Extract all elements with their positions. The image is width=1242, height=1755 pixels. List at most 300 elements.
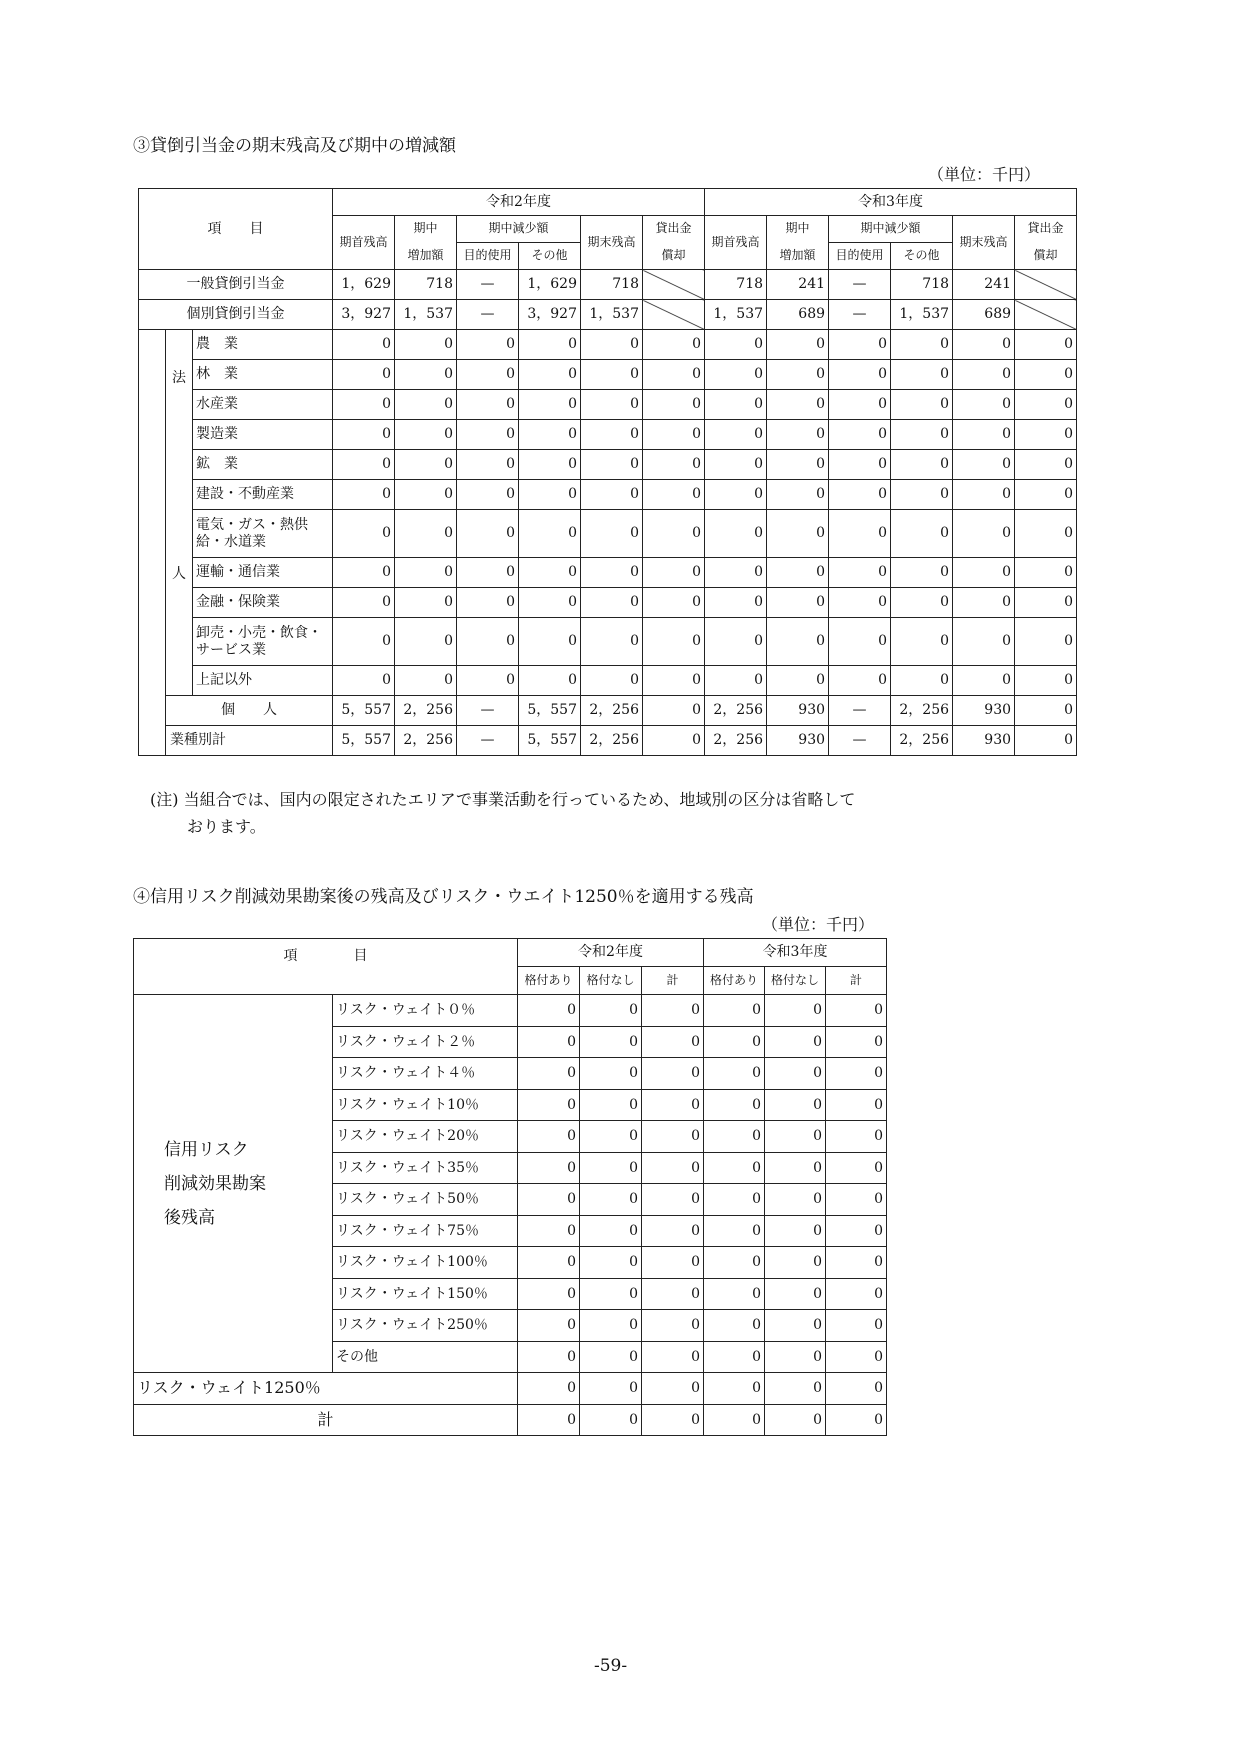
value-cell: 0 — [891, 558, 953, 588]
value-cell: 0 — [642, 1247, 704, 1279]
value-cell: 0 — [765, 1215, 826, 1247]
value-cell: 0 — [829, 390, 891, 420]
group-label-1: 信用リスク — [164, 1139, 249, 1160]
value-cell: 0 — [704, 1152, 765, 1184]
value-cell: 0 — [457, 360, 519, 390]
value-cell: 0 — [704, 1089, 765, 1121]
value-cell: 0 — [457, 450, 519, 480]
value-cell: 0 — [395, 558, 457, 588]
end-balance-header-2: 期末残高 — [953, 216, 1015, 270]
value-cell: 0 — [953, 330, 1015, 360]
value-cell: 2，256 — [395, 726, 457, 756]
value-cell: 0 — [826, 1152, 887, 1184]
increase-header-2: 増加額 — [395, 243, 457, 270]
value-cell: 0 — [829, 480, 891, 510]
value-cell: 0 — [395, 390, 457, 420]
value-cell: 0 — [519, 480, 581, 510]
value-cell: 0 — [829, 666, 891, 696]
year1-header: 令和2年度 — [518, 939, 704, 967]
value-cell: 0 — [333, 420, 395, 450]
value-cell: 0 — [395, 666, 457, 696]
value-cell: 0 — [518, 1121, 580, 1153]
note-line-2: おります。 — [187, 817, 266, 836]
value-cell: 0 — [518, 1373, 580, 1405]
value-cell: 1，537 — [891, 300, 953, 330]
value-cell: 0 — [519, 420, 581, 450]
value-cell: 0 — [519, 390, 581, 420]
increase-header-1b: 期中 — [767, 216, 829, 243]
value-cell: 0 — [642, 1026, 704, 1058]
value-cell: 0 — [704, 1026, 765, 1058]
value-cell: 0 — [891, 330, 953, 360]
value-cell: 0 — [518, 1310, 580, 1342]
section3-title: ③貸倒引当金の期末残高及び期中の増減額 — [133, 136, 456, 156]
value-cell: 241 — [767, 270, 829, 300]
value-cell: 0 — [643, 588, 705, 618]
value-cell: 0 — [765, 1184, 826, 1216]
value-cell: 0 — [767, 360, 829, 390]
value-cell: 0 — [767, 420, 829, 450]
value-cell: 3，927 — [519, 300, 581, 330]
item-header: 項 目 — [139, 189, 333, 270]
diagonal-cell — [643, 300, 705, 330]
value-cell: 0 — [705, 390, 767, 420]
value-cell: 0 — [395, 420, 457, 450]
value-cell: 0 — [891, 588, 953, 618]
value-cell: 0 — [767, 666, 829, 696]
value-cell: 0 — [518, 1278, 580, 1310]
value-cell: 0 — [333, 390, 395, 420]
header-row-1 — [134, 939, 887, 967]
value-cell: 0 — [826, 1058, 887, 1090]
value-cell: 0 — [705, 510, 767, 558]
value-cell: 0 — [765, 1152, 826, 1184]
value-cell: 2，256 — [891, 726, 953, 756]
group-label-cell — [134, 995, 333, 1373]
value-cell: 0 — [765, 1373, 826, 1405]
row-label: リスク・ウェイト２％ — [333, 1026, 518, 1058]
value-cell: 0 — [642, 1310, 704, 1342]
value-cell: 0 — [1015, 588, 1077, 618]
row-label: リスク・ウェイト20％ — [333, 1121, 518, 1153]
unrated-header-2: 格付なし — [765, 967, 826, 995]
value-cell: 2，256 — [891, 696, 953, 726]
value-cell: 0 — [767, 558, 829, 588]
decrease-header-2: 期中減少額 — [829, 216, 953, 243]
value-cell: 0 — [395, 480, 457, 510]
value-cell: 0 — [953, 420, 1015, 450]
industry-label: 卸売・小売・飲食・サービス業 — [193, 618, 333, 666]
value-cell: 0 — [767, 450, 829, 480]
value-cell: 0 — [519, 450, 581, 480]
value-cell: 2，256 — [581, 696, 643, 726]
value-cell: 0 — [642, 1184, 704, 1216]
value-cell: 0 — [581, 618, 643, 666]
value-cell: 0 — [704, 1121, 765, 1153]
value-cell: 0 — [829, 450, 891, 480]
value-cell: 0 — [642, 1215, 704, 1247]
industry-row — [139, 618, 1077, 666]
value-cell: 0 — [704, 995, 765, 1027]
value-cell: 0 — [1015, 510, 1077, 558]
value-cell: 0 — [704, 1247, 765, 1279]
value-cell: 0 — [1015, 558, 1077, 588]
value-cell: 1，629 — [519, 270, 581, 300]
value-cell: 0 — [826, 1341, 887, 1373]
value-cell: 0 — [1015, 390, 1077, 420]
end-balance-header: 期末残高 — [581, 216, 643, 270]
industry-row — [139, 330, 1077, 360]
value-cell: 0 — [333, 618, 395, 666]
industry-label: 電気・ガス・熱供給・水道業 — [193, 510, 333, 558]
value-cell: 5，557 — [519, 726, 581, 756]
value-cell: 0 — [953, 588, 1015, 618]
industry-label: 鉱 業 — [193, 450, 333, 480]
value-cell: 0 — [642, 995, 704, 1027]
value-cell: 0 — [765, 1341, 826, 1373]
value-cell: 0 — [581, 666, 643, 696]
industry-row — [139, 360, 1077, 390]
value-cell: 0 — [642, 1089, 704, 1121]
value-cell: 0 — [333, 450, 395, 480]
value-cell: 0 — [457, 480, 519, 510]
other-header: その他 — [519, 243, 581, 270]
value-cell: 0 — [829, 330, 891, 360]
value-cell: 0 — [519, 558, 581, 588]
value-cell: 0 — [643, 390, 705, 420]
value-cell: 0 — [518, 1152, 580, 1184]
value-cell: 1，629 — [333, 270, 395, 300]
value-cell: 5，557 — [333, 726, 395, 756]
value-cell: — — [457, 696, 519, 726]
value-cell: 0 — [765, 1058, 826, 1090]
corp-label-bottom: 人 — [172, 566, 186, 582]
value-cell: 0 — [767, 510, 829, 558]
diagonal-cell — [1015, 270, 1077, 300]
value-cell: 0 — [395, 510, 457, 558]
value-cell: 0 — [457, 330, 519, 360]
value-cell: 0 — [826, 1184, 887, 1216]
value-cell: 0 — [705, 420, 767, 450]
value-cell: 0 — [705, 360, 767, 390]
value-cell: 0 — [1015, 726, 1077, 756]
row-label: 個別貸倒引当金 — [139, 300, 333, 330]
value-cell: 0 — [826, 1278, 887, 1310]
value-cell: — — [457, 726, 519, 756]
value-cell: 0 — [395, 588, 457, 618]
diagonal-cell — [643, 270, 705, 300]
value-cell: 0 — [767, 330, 829, 360]
value-cell: 0 — [518, 1215, 580, 1247]
value-cell: 0 — [765, 1310, 826, 1342]
value-cell: 0 — [643, 480, 705, 510]
value-cell: 0 — [765, 1247, 826, 1279]
value-cell: 0 — [704, 1058, 765, 1090]
value-cell: 0 — [891, 480, 953, 510]
risk-weight-row — [134, 995, 887, 1027]
value-cell: 0 — [767, 618, 829, 666]
value-cell: 0 — [457, 420, 519, 450]
value-cell: 0 — [1015, 450, 1077, 480]
row-label: リスク・ウェイト０％ — [333, 995, 518, 1027]
value-cell: 0 — [580, 1404, 642, 1436]
industry-label: 建設・不動産業 — [193, 480, 333, 510]
sum-header: 計 — [642, 967, 704, 995]
industry-label: 運輸・通信業 — [193, 558, 333, 588]
value-cell: 0 — [518, 1026, 580, 1058]
value-cell: 5，557 — [333, 696, 395, 726]
value-cell: 0 — [643, 726, 705, 756]
row-label: リスク・ウェイト75％ — [333, 1215, 518, 1247]
value-cell: — — [829, 726, 891, 756]
value-cell: 0 — [643, 696, 705, 726]
row-label: リスク・ウェイト10％ — [333, 1089, 518, 1121]
value-cell: 0 — [704, 1215, 765, 1247]
row-label: リスク・ウェイト1250％ — [134, 1373, 518, 1405]
year2-header: 令和3年度 — [704, 939, 887, 967]
value-cell: 0 — [457, 558, 519, 588]
total-row — [139, 726, 1077, 756]
value-cell: 0 — [395, 330, 457, 360]
writeoff-header-1: 貸出金 — [643, 216, 705, 243]
value-cell: 0 — [643, 618, 705, 666]
value-cell: 0 — [643, 330, 705, 360]
value-cell: 0 — [457, 666, 519, 696]
value-cell: 0 — [826, 1404, 887, 1436]
value-cell: 2，256 — [705, 696, 767, 726]
value-cell: 718 — [581, 270, 643, 300]
value-cell: 0 — [891, 510, 953, 558]
value-cell: 0 — [642, 1058, 704, 1090]
value-cell: 0 — [1015, 618, 1077, 666]
industry-label: 水産業 — [193, 390, 333, 420]
value-cell: 0 — [765, 1121, 826, 1153]
value-cell: 0 — [705, 558, 767, 588]
value-cell: 0 — [642, 1341, 704, 1373]
row-label: 業種別計 — [166, 726, 333, 756]
section3-unit: （単位：千円） — [928, 165, 1041, 184]
value-cell: 0 — [829, 420, 891, 450]
value-cell: 0 — [891, 390, 953, 420]
corp-label-top: 法 — [172, 370, 186, 386]
value-cell: 0 — [580, 1341, 642, 1373]
value-cell: 0 — [518, 1184, 580, 1216]
value-cell: 0 — [891, 618, 953, 666]
value-cell: 0 — [765, 995, 826, 1027]
value-cell: 0 — [580, 1184, 642, 1216]
page-number: -59- — [594, 1656, 628, 1676]
total-row — [134, 1404, 887, 1436]
value-cell: 0 — [580, 1278, 642, 1310]
value-cell: 0 — [643, 450, 705, 480]
value-cell: 0 — [829, 588, 891, 618]
start-balance-header: 期首残高 — [333, 216, 395, 270]
industry-row — [139, 510, 1077, 558]
industry-label: 林 業 — [193, 360, 333, 390]
value-cell: 0 — [704, 1404, 765, 1436]
note-line-1: (注) 当組合では、国内の限定されたエリアで事業活動を行っているため、地域別の区分は省略して — [150, 790, 856, 809]
value-cell: — — [457, 270, 519, 300]
item-header: 項 目 — [134, 939, 518, 995]
value-cell: 0 — [704, 1310, 765, 1342]
value-cell: 0 — [704, 1278, 765, 1310]
value-cell: 0 — [518, 995, 580, 1027]
value-cell: 0 — [395, 360, 457, 390]
corp-label-cell — [166, 330, 193, 696]
industry-row — [139, 588, 1077, 618]
value-cell: 0 — [518, 1247, 580, 1279]
value-cell: 0 — [581, 330, 643, 360]
personal-row — [139, 696, 1077, 726]
row-label: リスク・ウェイト50％ — [333, 1184, 518, 1216]
writeoff-header-1b: 貸出金 — [1015, 216, 1077, 243]
value-cell: 0 — [581, 588, 643, 618]
value-cell: 3，927 — [333, 300, 395, 330]
value-cell: 0 — [642, 1373, 704, 1405]
value-cell: 0 — [765, 1089, 826, 1121]
value-cell: 0 — [580, 1310, 642, 1342]
value-cell: 0 — [519, 588, 581, 618]
value-cell: 0 — [891, 360, 953, 390]
value-cell: 0 — [580, 1026, 642, 1058]
value-cell: 1，537 — [705, 300, 767, 330]
value-cell: 2，256 — [705, 726, 767, 756]
industry-row — [139, 390, 1077, 420]
year1-header: 令和2年度 — [333, 189, 705, 216]
decrease-header: 期中減少額 — [457, 216, 581, 243]
value-cell: 0 — [891, 450, 953, 480]
value-cell: 0 — [1015, 360, 1077, 390]
value-cell: 0 — [765, 1404, 826, 1436]
value-cell: 0 — [643, 510, 705, 558]
value-cell: 930 — [767, 696, 829, 726]
value-cell: 718 — [395, 270, 457, 300]
year2-header: 令和3年度 — [705, 189, 1077, 216]
value-cell: 0 — [580, 1058, 642, 1090]
value-cell: 0 — [580, 1215, 642, 1247]
value-cell: 0 — [705, 588, 767, 618]
value-cell: 0 — [580, 1121, 642, 1153]
group-label-2: 削減効果勘案 — [164, 1173, 266, 1194]
industry-row — [139, 480, 1077, 510]
value-cell: 0 — [519, 618, 581, 666]
value-cell: 0 — [519, 360, 581, 390]
value-cell: 0 — [1015, 696, 1077, 726]
industry-label: 上記以外 — [193, 666, 333, 696]
value-cell: 0 — [826, 1247, 887, 1279]
rated-header: 格付あり — [518, 967, 580, 995]
value-cell: 930 — [953, 696, 1015, 726]
start-balance-header-2: 期首残高 — [705, 216, 767, 270]
value-cell: 0 — [826, 995, 887, 1027]
value-cell: 0 — [581, 480, 643, 510]
row-label: 個 人 — [166, 696, 333, 726]
value-cell: 0 — [642, 1121, 704, 1153]
purpose-use-header: 目的使用 — [457, 243, 519, 270]
value-cell: 0 — [333, 666, 395, 696]
value-cell: 0 — [704, 1373, 765, 1405]
value-cell: 0 — [643, 666, 705, 696]
value-cell: 0 — [704, 1184, 765, 1216]
value-cell: — — [829, 300, 891, 330]
industry-label: 農 業 — [193, 330, 333, 360]
allowance-table — [138, 188, 1077, 756]
value-cell: 0 — [333, 330, 395, 360]
value-cell: 718 — [891, 270, 953, 300]
value-cell: 0 — [891, 666, 953, 696]
rw1250-row — [134, 1373, 887, 1405]
value-cell: 0 — [705, 450, 767, 480]
row-label: 計 — [134, 1404, 518, 1436]
value-cell: 0 — [1015, 420, 1077, 450]
value-cell: 0 — [581, 558, 643, 588]
header-row-1 — [139, 189, 1077, 216]
value-cell: 0 — [705, 330, 767, 360]
value-cell: 0 — [705, 618, 767, 666]
group-label-3: 後残高 — [164, 1207, 215, 1228]
value-cell: 0 — [519, 666, 581, 696]
value-cell: 0 — [829, 618, 891, 666]
value-cell: 0 — [953, 360, 1015, 390]
row-label: リスク・ウェイト100％ — [333, 1247, 518, 1279]
value-cell: 930 — [767, 726, 829, 756]
value-cell: 0 — [829, 360, 891, 390]
industry-row — [139, 666, 1077, 696]
value-cell: 0 — [826, 1121, 887, 1153]
value-cell: 0 — [826, 1089, 887, 1121]
row-label: 一般貸倒引当金 — [139, 270, 333, 300]
value-cell: 0 — [767, 588, 829, 618]
value-cell: 0 — [580, 1373, 642, 1405]
indent-cell — [139, 330, 166, 756]
value-cell: 1，537 — [581, 300, 643, 330]
value-cell: 0 — [580, 1152, 642, 1184]
value-cell: 0 — [642, 1404, 704, 1436]
value-cell: 0 — [581, 360, 643, 390]
value-cell: 0 — [581, 420, 643, 450]
value-cell: 0 — [395, 618, 457, 666]
value-cell: 0 — [457, 390, 519, 420]
value-cell: 0 — [457, 588, 519, 618]
credit-risk-table — [133, 938, 887, 1436]
value-cell: 0 — [518, 1058, 580, 1090]
value-cell: 0 — [642, 1278, 704, 1310]
value-cell: 0 — [395, 450, 457, 480]
section4-title: ④信用リスク削減効果勘案後の残高及びリスク・ウエイト1250％を適用する残高 — [133, 887, 754, 907]
value-cell: 0 — [953, 510, 1015, 558]
increase-header-2b: 増加額 — [767, 243, 829, 270]
value-cell: 1，537 — [395, 300, 457, 330]
value-cell: 241 — [953, 270, 1015, 300]
value-cell: — — [829, 270, 891, 300]
diagonal-cell — [1015, 300, 1077, 330]
value-cell: 0 — [1015, 480, 1077, 510]
industry-row — [139, 450, 1077, 480]
value-cell: 0 — [829, 558, 891, 588]
value-cell: 0 — [826, 1310, 887, 1342]
value-cell: 2，256 — [395, 696, 457, 726]
value-cell: 0 — [643, 360, 705, 390]
value-cell: 0 — [953, 450, 1015, 480]
value-cell: 0 — [826, 1215, 887, 1247]
writeoff-header-2b: 償却 — [1015, 243, 1077, 270]
value-cell: 0 — [1015, 666, 1077, 696]
purpose-use-header-2: 目的使用 — [829, 243, 891, 270]
value-cell: 689 — [767, 300, 829, 330]
row-label: リスク・ウェイト35％ — [333, 1152, 518, 1184]
value-cell: 0 — [891, 420, 953, 450]
value-cell: 0 — [953, 618, 1015, 666]
